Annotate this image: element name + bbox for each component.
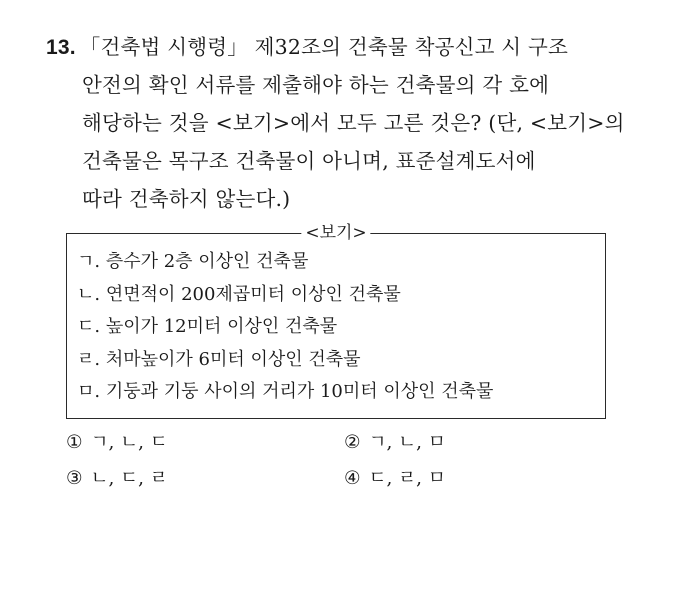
question-text-line: 「건축법 시행령」 제32조의 건축물 착공신고 시 구조	[79, 35, 569, 59]
choice-2-mark: ②	[344, 432, 361, 453]
example-item-digeut: ㄷ. 높이가 12미터 이상인 건축물	[77, 316, 338, 337]
question-text-line: 건축물은 목구조 건축물이 아니며, 표준설계도서에	[82, 149, 536, 173]
choice-4-mark: ④	[344, 468, 361, 489]
choice-4-text: ㄷ, ㄹ, ㅁ	[368, 468, 446, 489]
question-number: 13.	[46, 36, 76, 59]
choice-1-mark: ①	[66, 432, 83, 453]
example-box-title: <보기>	[301, 221, 370, 245]
example-box	[66, 223, 606, 419]
example-item-nieun: ㄴ. 연면적이 200제곱미터 이상인 건축물	[77, 283, 401, 305]
question-line-2	[46, 66, 626, 104]
question-line-1	[46, 28, 626, 66]
answer-choices	[66, 428, 626, 500]
choice-row-2	[66, 464, 626, 500]
example-item-giyeok: ㄱ. 층수가 2층 이상인 건축물	[77, 251, 309, 272]
choice-2[interactable]	[344, 428, 446, 458]
example-item-rieul: ㄹ. 처마높이가 6미터 이상인 건축물	[77, 348, 361, 370]
choice-row-1	[66, 428, 626, 464]
choice-1-text: ㄱ, ㄴ, ㄷ	[90, 432, 168, 453]
question-stem	[46, 28, 626, 218]
question-text-line: 따라 건축하지 않는다.)	[82, 187, 291, 211]
question-line-3	[46, 104, 626, 142]
question-line-4	[46, 142, 626, 180]
example-item-mieum: ㅁ. 기둥과 기둥 사이의 거리가 10미터 이상인 건축물	[77, 381, 494, 402]
choice-3-mark: ③	[66, 468, 83, 489]
choice-3-text: ㄴ, ㄷ, ㄹ	[90, 468, 168, 489]
example-box-items	[77, 246, 599, 409]
question-text-line: 안전의 확인 서류를 제출해야 하는 건축물의 각 호에	[82, 73, 550, 97]
question-text-line: 해당하는 것을 <보기>에서 모두 고른 것은? (단, <보기>의	[82, 111, 625, 135]
choice-4[interactable]	[344, 464, 446, 494]
choice-2-text: ㄱ, ㄴ, ㅁ	[368, 432, 446, 453]
choice-3[interactable]	[66, 464, 168, 494]
choice-1[interactable]	[66, 428, 168, 458]
question-line-5	[46, 180, 626, 218]
